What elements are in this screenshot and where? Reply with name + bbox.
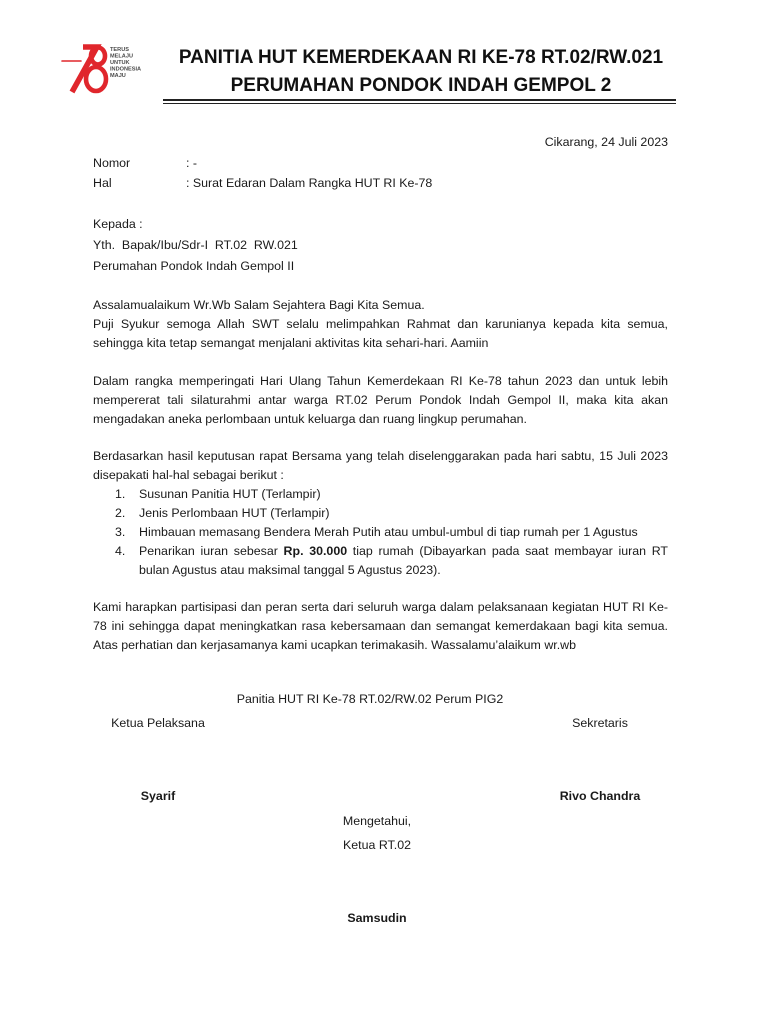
chair-role: Ketua Pelaksana — [111, 715, 205, 730]
paragraph-line: 78 ini sehingga dapat meningkatkan rasa kebersamaan dan semangat kemerdakaan bagi kita semua. — [93, 618, 668, 633]
list-item-text: Susunan Panitia HUT (Terlampir) — [139, 486, 321, 501]
letterhead-double-rule — [163, 99, 676, 104]
letter-date: Cikarang, 24 Juli 2023 — [544, 134, 668, 149]
letter-number-value: : - — [186, 156, 198, 170]
paragraph-line: Atas perhatian dan kerjasamanya kami ucapkan terimakasih. Wassalamu’alaikum wr.wb — [93, 637, 576, 652]
letterhead-title — [163, 44, 679, 100]
letter-subject-row — [93, 173, 668, 193]
recipient-heading: Kepada : — [93, 216, 143, 231]
fee-amount: Rp. 30.000 — [283, 543, 348, 558]
logo-tagline-line: MAJU — [110, 73, 126, 79]
logo-eight-lower-mark — [86, 67, 106, 91]
letter-subject-label: Hal — [93, 176, 112, 190]
list-item-text-before: Penarikan iuran sebesar — [139, 543, 284, 558]
logo-graphic — [60, 40, 155, 98]
recipient-line: Yth. Bapak/Ibu/Sdr-I RT.02 RW.021 — [93, 237, 298, 252]
decision-list — [93, 485, 668, 580]
list-item — [93, 542, 668, 580]
signature-committee: Panitia HUT RI Ke-78 RT.02/RW.02 Perum PIG2 — [236, 691, 504, 706]
letter-subject-value: : Surat Edaran Dalam Rangka HUT RI Ke-78 — [186, 176, 433, 190]
chair-name: Syarif — [140, 788, 176, 803]
list-item-number: 3. — [115, 524, 126, 539]
hut-ri-78-logo — [60, 40, 155, 98]
secretary-name: Rivo Chandra — [559, 788, 641, 803]
list-item — [93, 485, 668, 504]
list-item-text — [139, 542, 668, 561]
opening-paragraph — [93, 296, 668, 353]
decision-paragraph — [93, 447, 668, 485]
logo-tagline-line: TERUS — [110, 47, 129, 53]
paragraph-line: Dalam rangka memperingati Hari Ulang Tahun Kemerdekaan RI Ke-78 tahun 2023 dan untuk lebih — [93, 373, 668, 388]
list-item-number: 2. — [115, 505, 126, 520]
list-item — [93, 504, 668, 523]
greeting-line: Assalamualaikum Wr.Wb Salam Sejahtera Bagi Kita Semua. — [93, 297, 425, 312]
paragraph-line: Berdasarkan hasil keputusan rapat Bersama yang telah diselenggarakan pada hari sabtu, 15 Juli 2023 — [93, 448, 668, 463]
list-item-number: 4. — [115, 543, 126, 558]
letterhead-title-line-1: PANITIA HUT KEMERDEKAAN RI KE-78 RT.02/RW.021 — [178, 47, 664, 68]
approval-role: Ketua RT.02 — [343, 837, 411, 852]
paragraph-line: Kami harapkan partisipasi dan peran serta dari seluruh warga dalam pelaksanaan kegiatan HUT RI Ke- — [93, 599, 668, 614]
approval-name: Samsudin — [347, 910, 407, 925]
letterhead-title-line-2: PERUMAHAN PONDOK INDAH GEMPOL 2 — [230, 75, 612, 96]
paragraph-line: disepakati hal-hal sebagai berikut : — [93, 467, 284, 482]
logo-tagline-line: INDONESIA — [110, 66, 142, 73]
list-item-text-after: tiap rumah (Dibayarkan pada saat membayar iuran RT — [347, 543, 668, 558]
paragraph-line: mempererat tali silaturahmi antar warga RT.02 Perum Pondok Indah Gempol II, maka kita akan — [93, 392, 668, 407]
recipient-line: Perumahan Pondok Indah Gempol II — [93, 258, 295, 273]
list-item-continuation: bulan Agustus atau maksimal tanggal 5 Agustus 2023). — [139, 562, 441, 577]
paragraph-line: Puji Syukur semoga Allah SWT selalu melimpahkan Rahmat dan karunianya kepada kita semua, — [93, 316, 668, 331]
logo-tagline-line: UNTUK — [110, 60, 130, 66]
letter-number-row — [93, 153, 668, 173]
logo-tagline-line: MELAJU — [110, 53, 133, 60]
paragraph-line: mengadakan aneka perlombaan untuk keluarga dan ruang lingkup perumahan. — [93, 411, 527, 426]
paragraph-line: sehingga kita tetap semangat menjalani aktivitas kita sehari-hari. Aamiin — [93, 335, 489, 350]
approval-label: Mengetahui, — [342, 813, 412, 828]
letter-number-label: Nomor — [93, 156, 131, 170]
closing-paragraph — [93, 598, 668, 655]
list-item — [93, 523, 668, 542]
list-item-text: Himbauan memasang Bendera Merah Putih atau umbul-umbul di tiap rumah per 1 Agustus — [139, 524, 638, 539]
purpose-paragraph — [93, 372, 668, 429]
letter-meta — [93, 153, 668, 193]
list-item-text: Jenis Perlombaan HUT (Terlampir) — [139, 505, 330, 520]
list-item-number: 1. — [115, 486, 126, 501]
secretary-role: Sekretaris — [572, 715, 628, 730]
recipient-block — [93, 214, 668, 277]
